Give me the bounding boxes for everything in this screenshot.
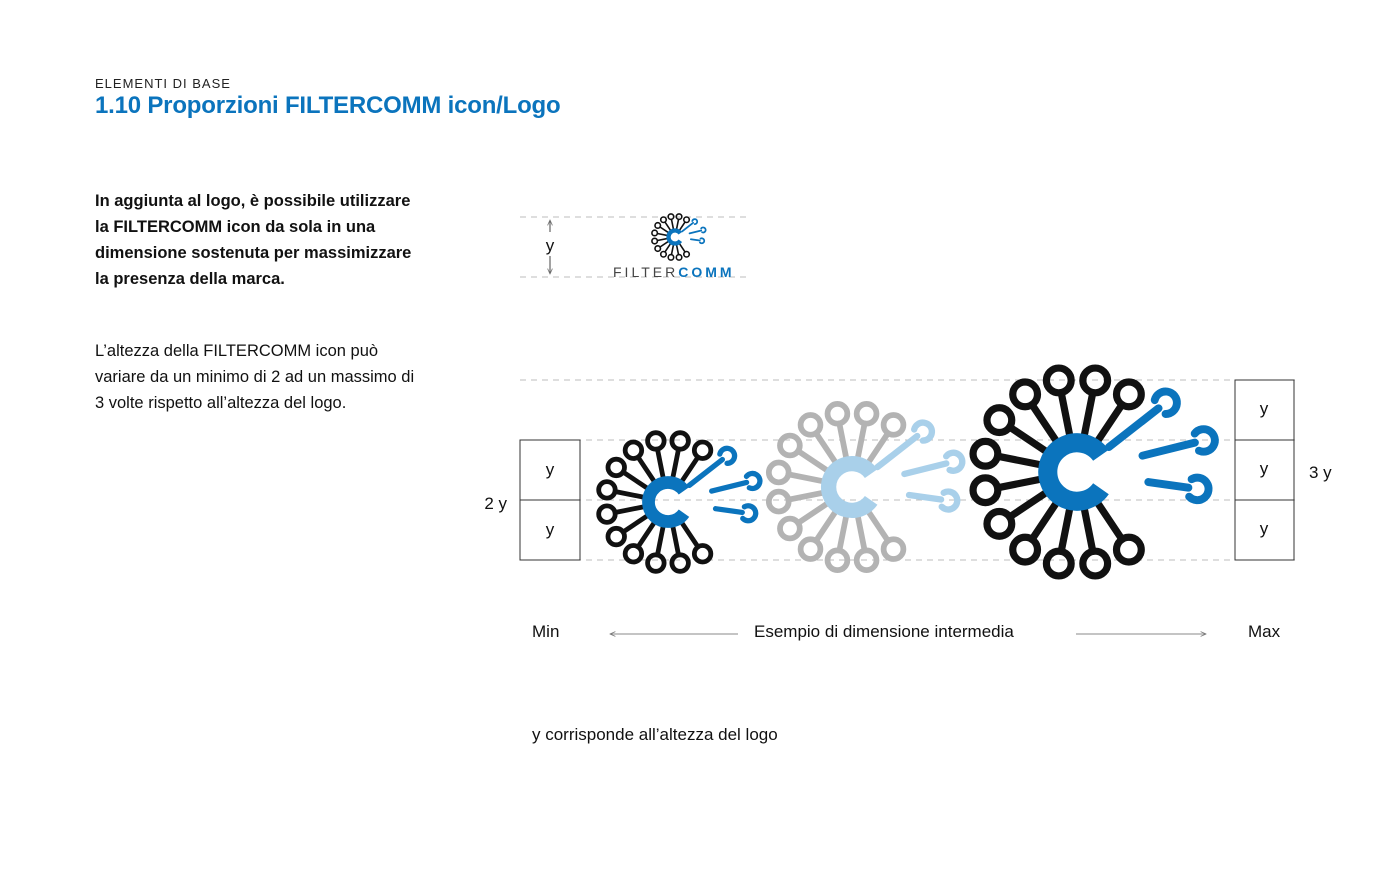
max-box-label-3: y [1259,519,1269,538]
intro-lead-paragraph: In aggiunta al logo, è possibile utilizzare la FILTERCOMM icon da sola in una dimensione sostenuta per massimizzare la presenza della marca. [95,192,412,288]
filtercomm-logo-icon [652,214,706,260]
intro-body-paragraph: L’altezza della FILTERCOMM icon può variare da un minimo di 2 ad un massimo di 3 volte rispetto all’altezza del logo. [95,342,415,412]
svg-text:FILTERCOMM [613,264,735,280]
logo-wordmark-comm: COMM [678,264,735,280]
logo-height-label: y [545,236,555,255]
min-box-label-1: y [545,460,555,479]
filtercomm-icon-max [973,368,1215,576]
filtercomm-icon-intermediate [769,404,962,570]
scale-intermediate-label: Esempio di dimensione intermedia [754,622,1014,641]
filtercomm-icon-min [599,433,760,572]
section-eyebrow: ELEMENTI DI BASE [95,76,231,91]
min-box-label-2: y [545,520,555,539]
min-unit-boxes [484,440,580,560]
max-box-label-2: y [1259,459,1269,478]
logo-wordmark-filter: FILTER [613,264,679,280]
max-box-label-1: y [1259,399,1269,418]
filtercomm-logo [613,214,735,280]
max-multiplier-label: 3 y [1309,463,1332,482]
page-title: 1.10 Proporzioni FILTERCOMM icon/Logo [95,92,561,119]
scale-min-label: Min [532,622,560,641]
footnote: y corrisponde all’altezza del logo [532,725,778,744]
min-multiplier-label: 2 y [484,494,507,513]
scale-max-label: Max [1248,622,1281,641]
max-unit-boxes [1235,380,1332,560]
